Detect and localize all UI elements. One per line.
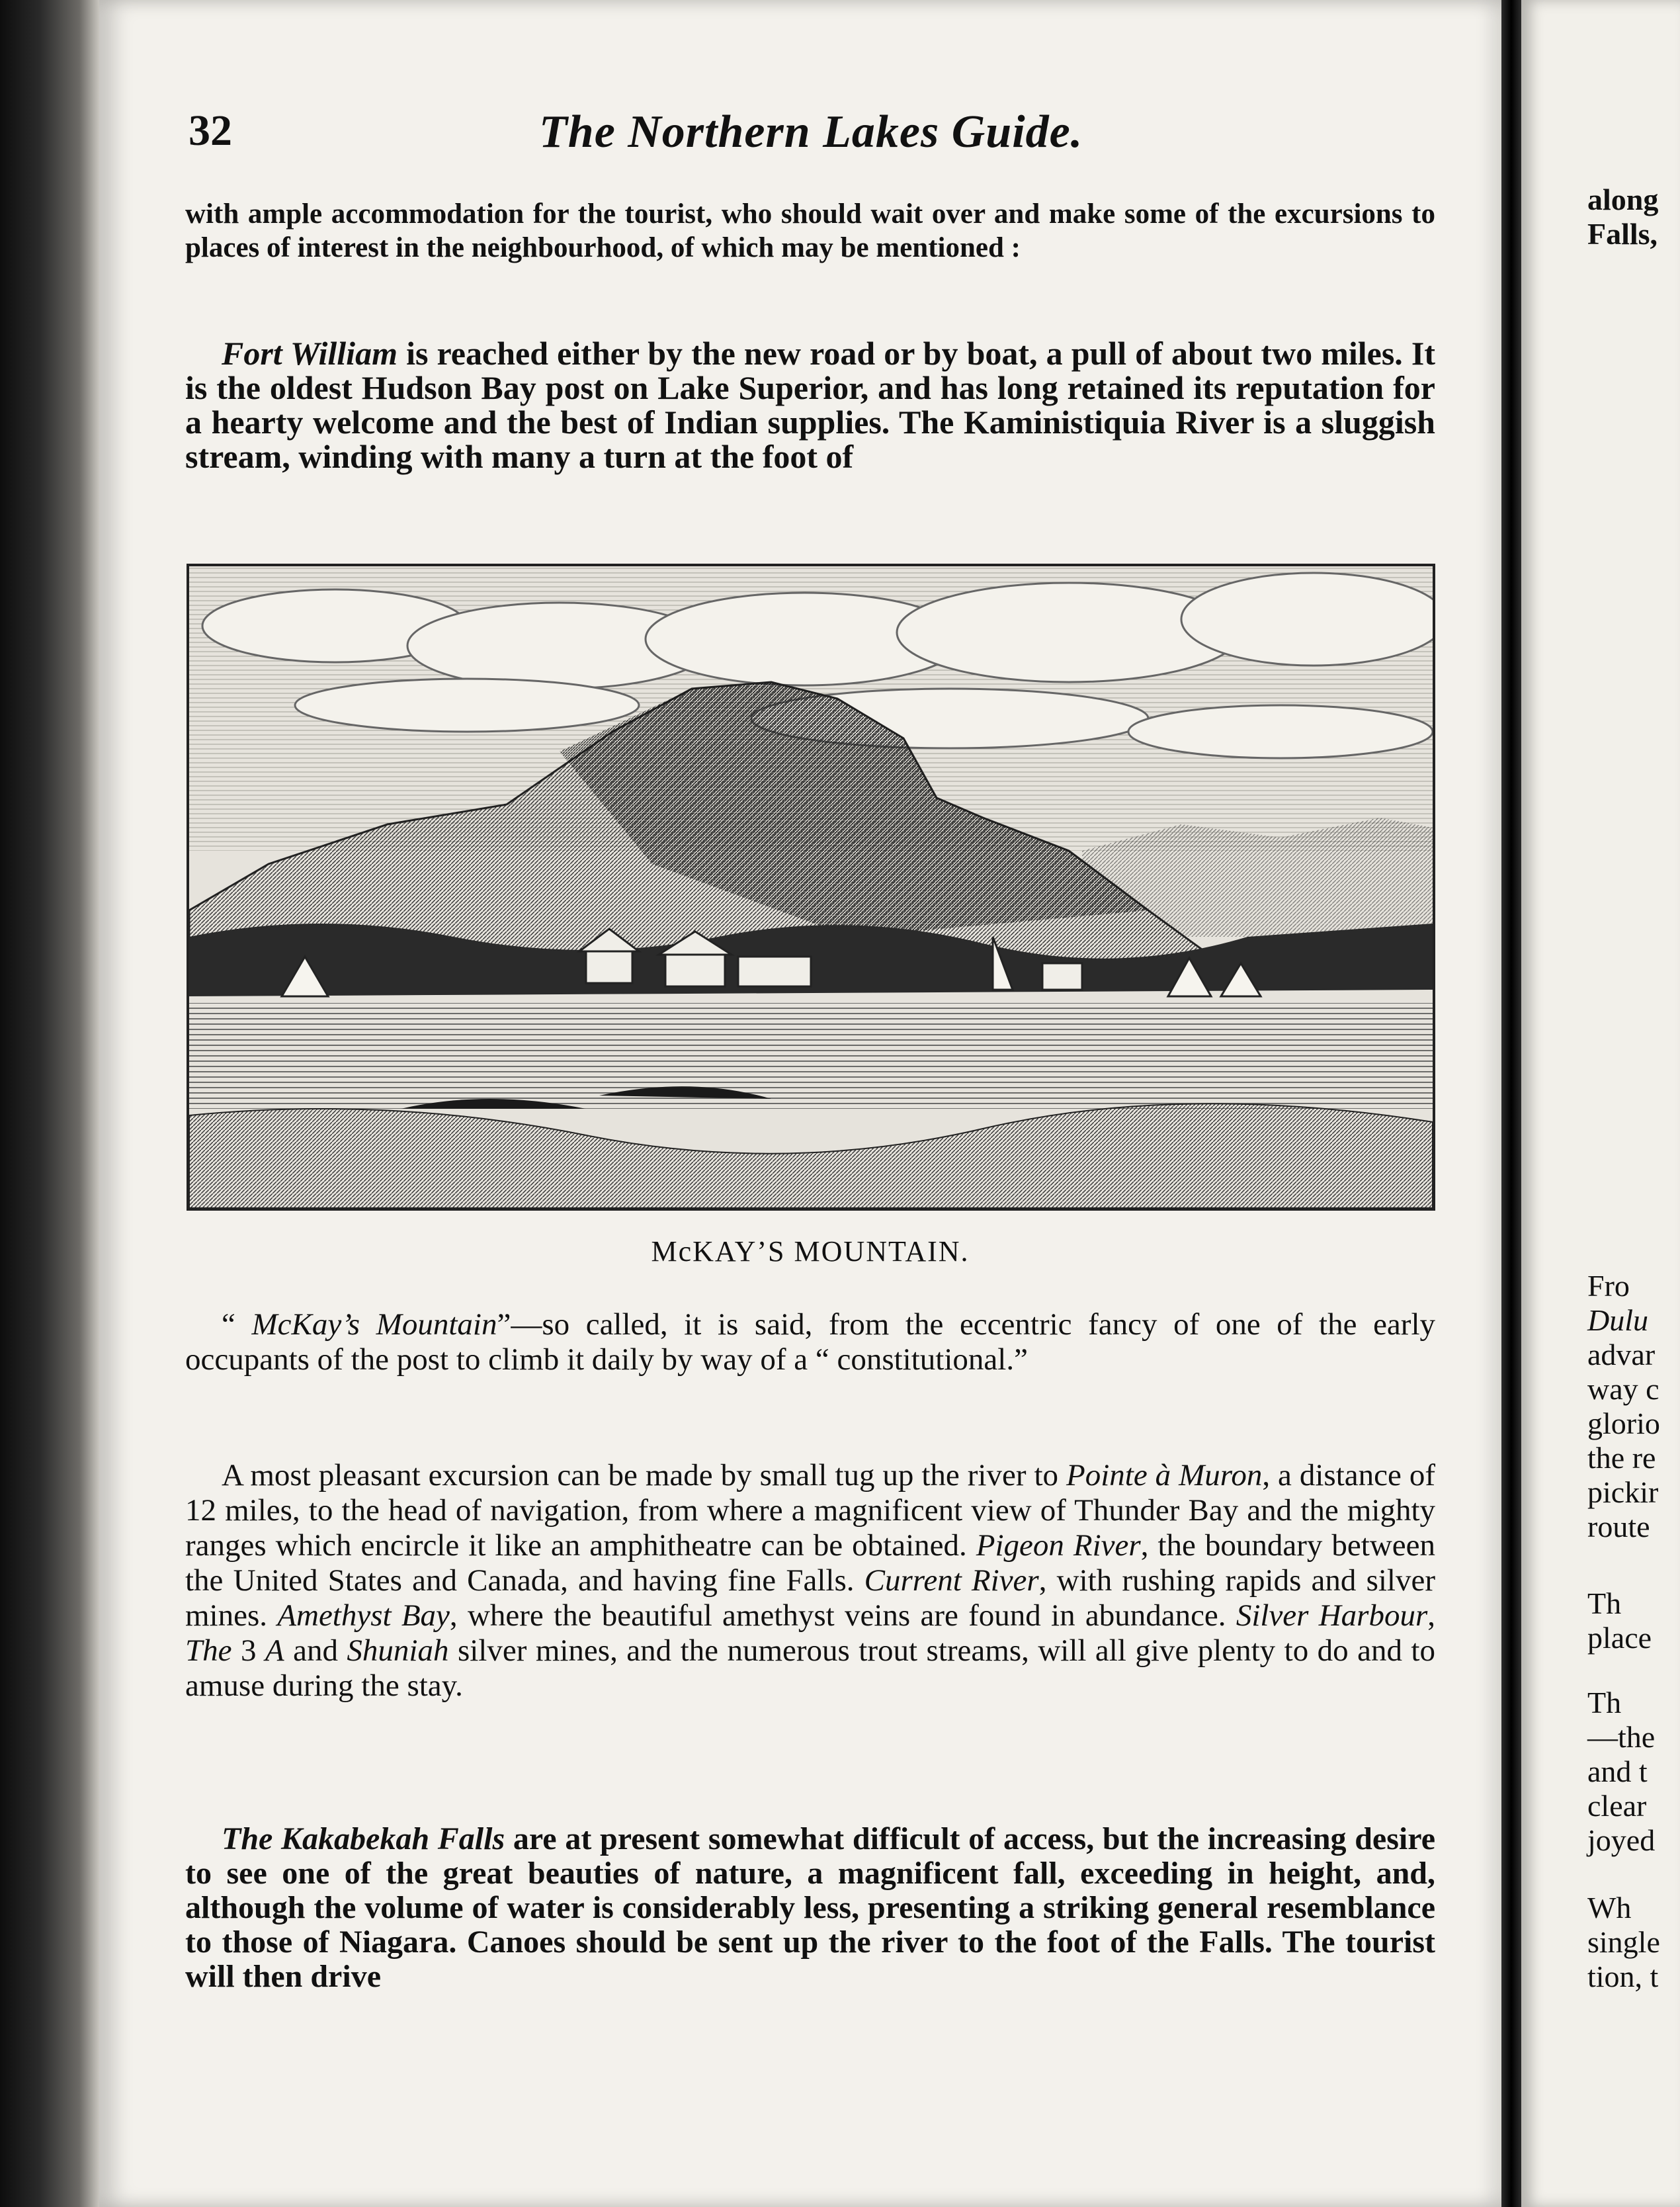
place-kakabekah-falls: The Kakabekah Falls [222,1821,505,1856]
text-span: , the boundary between the United States and Canada, and having fine Falls. [185,1528,1435,1598]
paragraph-accommodation [185,197,1435,265]
paragraph-2-text: is reached either by the new road or by boat, a pull of about two miles. It is the oldest Hudson Bay post on Lake Superior, and has long retained its reputation for a hearty welcome and the best of Indian supplies. The Kaministiquia River is a sluggish stream, winding with many a turn at the foot of [185,335,1436,475]
facing-line: glorio [1587,1406,1660,1440]
river [189,1003,1433,1109]
text-span: A most pleasant excursion can be made by small tug up the river to [222,1458,1066,1493]
text-span: , a distance of 12 miles, to the head of navigation, from where a magnificent view of Thunder Bay and the mighty ranges which encircle it like an amphitheatre can be obtained. [185,1458,1435,1563]
facing-line: Falls, [1587,217,1658,251]
place-pigeon-river: Pigeon River [976,1528,1141,1563]
page-gutter [1501,0,1521,2207]
facing-line: place [1587,1621,1652,1655]
facing-line: tion, t [1587,1960,1659,1993]
facing-line: route [1587,1510,1650,1543]
facing-line: —the [1587,1720,1656,1754]
facing-line: single [1587,1925,1660,1959]
facing-line: the re [1587,1441,1656,1475]
text-span: , with rushing rapids and silver mines. [185,1563,1436,1633]
facing-line: Fro [1587,1269,1630,1303]
facing-page [1521,0,1680,2207]
paragraph-excursions [185,1458,1435,1704]
facing-line: Th [1587,1686,1622,1719]
facing-line: along [1587,183,1659,216]
place-fort-william: Fort William [222,335,398,372]
mckays-mountain-engraving [187,564,1435,1211]
text-span: , where the beautiful amethyst veins are found in abundance. [449,1598,1236,1633]
text-span: 3 [231,1633,265,1668]
place-mckays-mountain: McKay’s Mountain [251,1307,497,1342]
figure-caption: McKAY’S MOUNTAIN. [651,1235,970,1268]
place-current-river: Current River [864,1563,1039,1598]
facing-line: way c [1587,1372,1659,1406]
facing-line: Th [1587,1586,1622,1620]
place-the-3a: The [185,1633,232,1668]
facing-line: pickir [1587,1475,1659,1509]
page-header [189,106,1445,165]
paragraph-kakabekah-falls [185,1822,1435,1994]
paragraph-fort-william [185,336,1435,474]
facing-line: advar [1587,1338,1656,1371]
place-the-3a-letter: A [265,1633,284,1668]
facing-line: joyed [1587,1823,1656,1857]
engraving-illustration [189,566,1433,1208]
book-binding [0,0,99,2207]
facing-line: clear [1587,1789,1647,1823]
open-quote: “ [222,1307,252,1342]
text-span: silver mines, and the numerous trout streams, will all give plenty to do and to amuse during the stay. [185,1633,1435,1703]
facing-line: Dulu [1587,1303,1648,1337]
facing-line: Wh [1587,1891,1632,1925]
place-shuniah: Shuniah [347,1633,449,1668]
paragraph-5-text: are at present somewhat difficult of access, but the increasing desire to see one of the great beauties of nature, a magnificent fall, exceeding in height, and, although the volume of water is considerably less, presenting a striking general resemblance to those of Niagara. Canoes should be sent up the river to the foot of the Falls. The tourist will then drive [185,1821,1435,1994]
place-pointe-a-muron: Pointe à Muron [1066,1458,1263,1493]
paragraph-1-text: with ample accommodation for the tourist, who should wait over and make some of the excursions to places of interest in the neighbourhood, of which may be mentioned : [185,198,1435,263]
page-number: 32 [189,107,232,155]
place-amethyst-bay: Amethyst Bay [277,1598,450,1633]
facing-line: and t [1587,1754,1648,1788]
paragraph-mckays-mountain [185,1307,1435,1377]
text-span: and [284,1633,347,1668]
place-silver-harbour: Silver Harbour [1236,1598,1428,1633]
paragraph-3-text: ”—so called, it is said, from the eccentric fancy of one of the early occupants of the post to climb it daily by way of a “ constitutional.” [185,1307,1436,1377]
running-title: The Northern Lakes Guide. [539,107,1083,157]
text-span: , [1427,1598,1435,1633]
